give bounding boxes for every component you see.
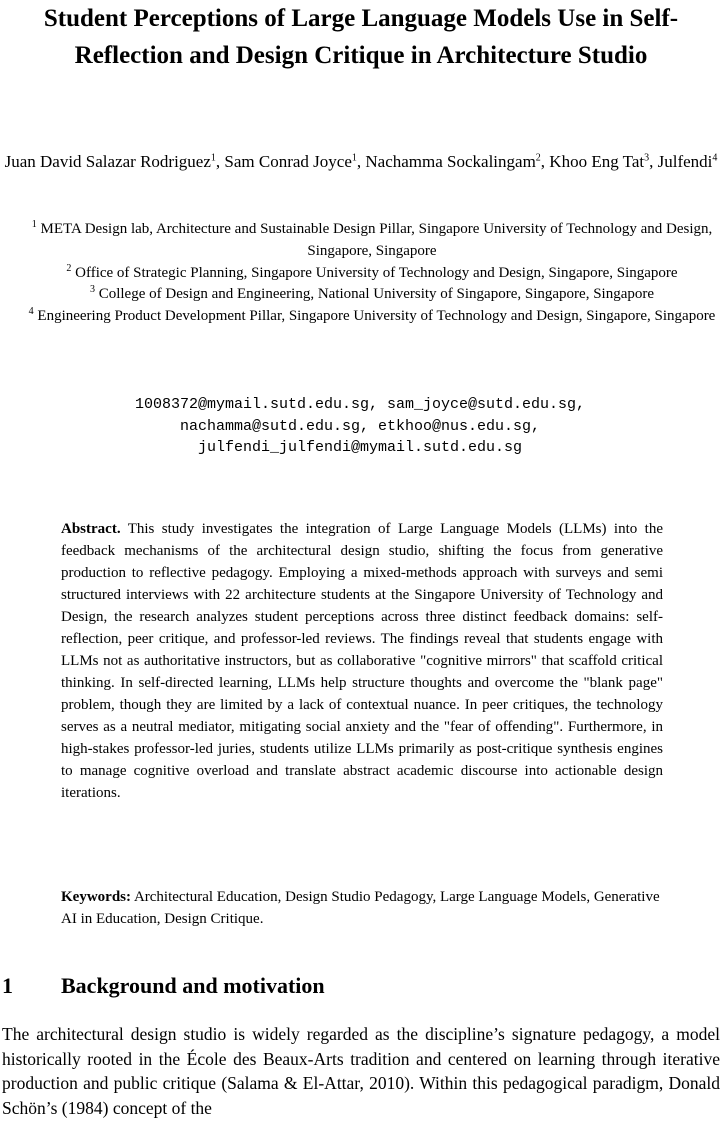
body-paragraph: The architectural design studio is widely regarded as the discipline’s signature pedagogy, a model historically rooted in the École des Beaux-Arts tradition and centered on learning through iterative production and public critique (Salama & El-Attar, 2010). Within this pedagogical paradigm, Donald Schön’s (1984) concept of the — [2, 1024, 720, 1118]
keywords — [61, 886, 663, 930]
affiliation: $^2$ Office of Strategic Planning, Singapore University of Technology and Design, Singapore, Singapore — [66, 262, 678, 281]
affiliation: $^4$ Engineering Product Development Pillar, Singapore University of Technology and Design, Singapore, Singapore — [28, 306, 716, 325]
abstract-label: Abstract. — [61, 521, 121, 537]
author-name: Sam Conrad Joyce — [224, 152, 352, 171]
section-title: Background and motivation — [61, 973, 325, 998]
affiliation: $^1$ META Design lab, Architecture and Sustainable Design Pillar, Singapore University of Technology and Design, Singapore, Singapore — [31, 219, 713, 259]
author-affiliation-marker: 1 — [210, 152, 216, 164]
author-name: Nachamma Sockalingam — [365, 152, 536, 171]
affiliation-marker: 4 — [28, 306, 34, 318]
affiliation-marker: 1 — [31, 219, 37, 230]
author-list: Juan David Salazar Rodriguez$^1$, Sam Conrad Joyce$^1$, Nachamma Sockalingam$^2$, Khoo Eng Tat$^3$, Julfendi$^4$ — [4, 152, 718, 171]
paper-title: Student Perceptions of Large Language Models Use in Self-Reflection and Design Critique in Architecture Studio — [43, 5, 679, 69]
abstract — [61, 518, 663, 804]
author-affiliation-marker: 4 — [712, 152, 718, 164]
author-name: Juan David Salazar Rodriguez — [4, 152, 211, 171]
author-name: Julfendi — [657, 152, 713, 171]
affiliation-list — [22, 219, 722, 328]
section-heading — [2, 970, 702, 1002]
affiliation-marker: 3 — [89, 284, 95, 296]
author-affiliation-marker: 1 — [351, 152, 357, 164]
author-emails: 1008372@mymail.sutd.edu.sg, sam_joyce@sutd.edu.sg, nachamma@sutd.edu.sg, etkhoo@nus.edu.sg, julfendi_julfendi@mymail.sutd.edu.sg — [134, 396, 586, 456]
author-name: Khoo Eng Tat — [549, 152, 645, 171]
keywords-label: Keywords: — [61, 889, 131, 905]
keywords-text: Architectural Education, Design Studio Pedagogy, Large Language Models, Generative AI in Education, Design Critique. — [61, 889, 660, 927]
author-affiliation-marker: 2 — [535, 152, 541, 164]
section-number: 1 — [2, 973, 13, 998]
affiliation: $^3$ College of Design and Engineering, National University of Singapore, Singapore, Singapore — [89, 284, 655, 303]
abstract-text: This study investigates the integration of Large Language Models (LLMs) into the feedback mechanisms of the architectural design studio, shifting the focus from generative production to reflective pedagogy. Employing a mixed-methods approach with surveys and semi structured interviews with 22 architecture students at the Singapore University of Technology and Design, the research analyzes student perceptions across three distinct feedback domains: self-reflection, peer critique, and professor-led reviews. The findings reveal that students engage with LLMs not as authoritative instructors, but as collaborative "cognitive mirrors" that scaffold critical thinking. In self-directed learning, LLMs help structure thoughts and overcome the "blank page" problem, though they are limited by a lack of contextual nuance. In peer critiques, the technology serves as a neutral mediator, mitigating social anxiety and the "fear of offending". Furthermore, in high-stakes professor-led juries, students utilize LLMs primarily as post-critique synthesis engines to manage cognitive overload and translate abstract academic discourse into actionable design iterations. — [61, 521, 663, 801]
author-affiliation-marker: 3 — [644, 152, 650, 164]
affiliation-marker: 2 — [66, 262, 72, 274]
